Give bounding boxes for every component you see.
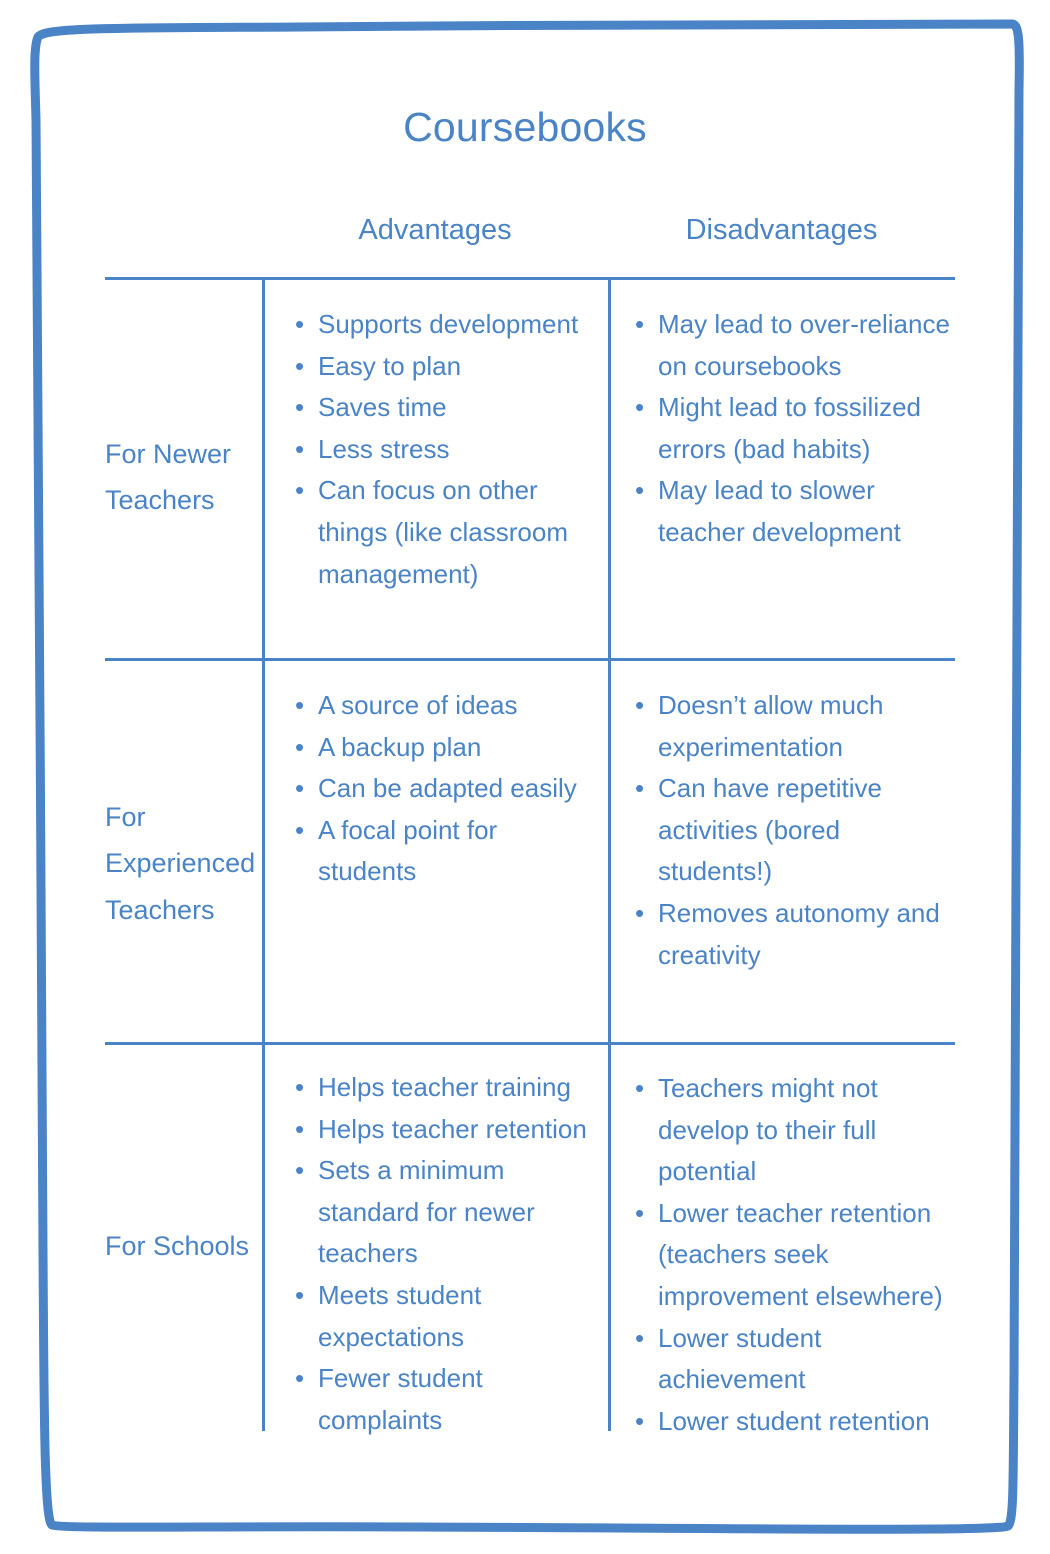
- list-item: • A focal point for students: [293, 810, 600, 893]
- row-label: For Newer Teachers: [105, 438, 232, 515]
- row-label-cell: [105, 280, 262, 658]
- advantages-list: [265, 1055, 600, 1441]
- list-item: • Helps teacher training: [293, 1067, 600, 1109]
- list-item: • A source of ideas: [293, 685, 600, 727]
- disadvantages-list: [611, 1055, 951, 1442]
- list-item: • Lower student achievement: [633, 1318, 951, 1401]
- list-item: • Doesn’t allow much experimentation: [633, 685, 951, 768]
- row-label: For Schools: [105, 1230, 250, 1261]
- row-disadvantages-cell: [608, 1045, 955, 1436]
- column-header-advantages: Advantages: [358, 214, 512, 246]
- advantages-list: [265, 671, 600, 893]
- list-item: • Meets student expectations: [293, 1275, 600, 1358]
- disadvantages-list: [611, 290, 951, 554]
- table-header-row: [105, 215, 955, 277]
- list-item: • Teachers might not develop to their full potential: [633, 1068, 951, 1193]
- row-disadvantages-cell: [608, 661, 955, 1042]
- list-item: • Fewer student complaints: [293, 1358, 600, 1441]
- comparison-table: [105, 214, 955, 1436]
- advantages-list: [265, 290, 600, 595]
- row-advantages-cell: [262, 661, 608, 1042]
- row-advantages-cell: [262, 1045, 608, 1435]
- page-title: Coursebooks: [403, 104, 647, 150]
- list-item: • Lower student retention: [633, 1401, 951, 1443]
- row-disadvantages-cell: [608, 280, 955, 658]
- list-item: • Can focus on other things (like classroom management): [293, 470, 600, 595]
- list-item: • Sets a minimum standard for newer teachers: [293, 1150, 600, 1275]
- table-row: [105, 280, 955, 658]
- list-item: • May lead to over-reliance on coursebooks: [633, 304, 951, 387]
- list-item: • Can be adapted easily: [293, 768, 600, 810]
- list-item: • May lead to slower teacher development: [633, 470, 951, 553]
- table-row: [105, 661, 955, 1042]
- list-item: • Easy to plan: [293, 346, 600, 388]
- list-item: • Less stress: [293, 429, 600, 471]
- list-item: • A backup plan: [293, 727, 600, 769]
- table-header-corner: [105, 215, 262, 277]
- row-label-cell: [105, 1045, 262, 1431]
- list-item: • Helps teacher retention: [293, 1109, 600, 1151]
- row-label: For Experienced Teachers: [105, 801, 256, 925]
- row-label-cell: [105, 661, 262, 1042]
- table-row: [105, 1045, 955, 1436]
- column-header-disadvantages: Disadvantages: [685, 214, 878, 246]
- row-advantages-cell: [262, 280, 608, 658]
- list-item: • Lower teacher retention (teachers seek improvement elsewhere): [633, 1193, 951, 1318]
- disadvantages-list: [611, 671, 951, 976]
- list-item: • Saves time: [293, 387, 600, 429]
- list-item: • Removes autonomy and creativity: [633, 893, 951, 976]
- list-item: • Can have repetitive activities (bored students!): [633, 768, 951, 893]
- list-item: • Supports development: [293, 304, 600, 346]
- list-item: • Might lead to fossilized errors (bad habits): [633, 387, 951, 470]
